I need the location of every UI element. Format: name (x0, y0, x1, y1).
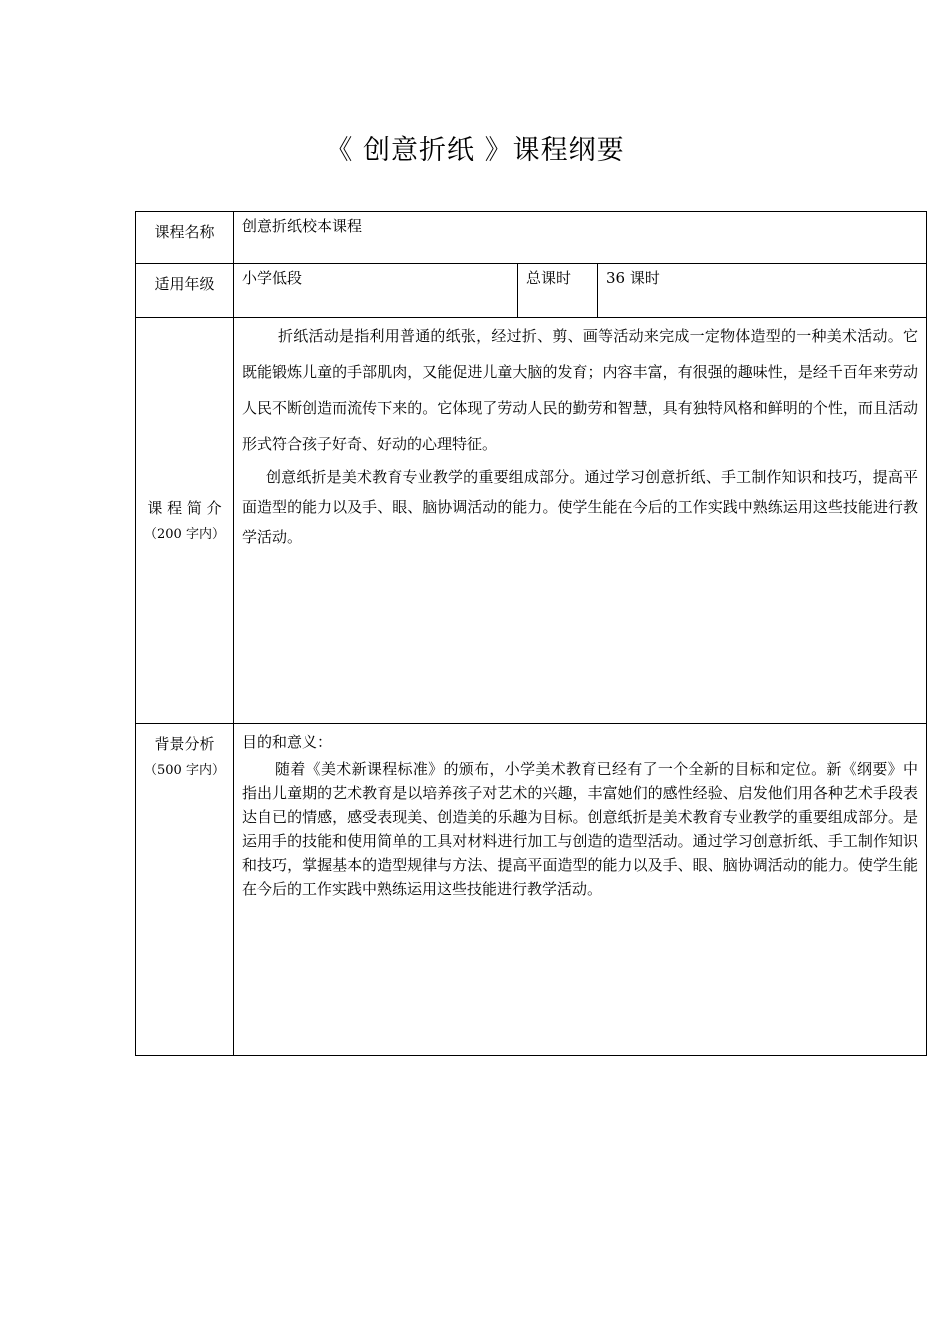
grade-label: 适用年级 (154, 275, 215, 293)
document-title: 《 创意折纸 》课程纲要 (325, 135, 625, 166)
background-label: 背景分析 (154, 735, 215, 753)
course-intro-paragraph: 创意纸折是美术教育专业教学的重要组成部分。通过学习创意折纸、手工制作知识和技巧，提高平面造型的能力以及手、眼、脑协调活动的能力。使学生能在今后的工作实践中熟练运用这些技能进行教学活动。 (242, 468, 918, 546)
course-intro-paragraph: 折纸活动是指利用普通的纸张，经过折、剪、画等活动来完成一定物体造型的一种美术活动。它既能锻炼儿童的手部肌肉，又能促进儿童大脑的发育；内容丰富，有很强的趣味性，是经千百年来劳动人民不断创造而流传下来的。它体现了劳动人民的勤劳和智慧，具有独特风格和鲜明的个性，而且活动形式符合孩子好奇、好动的心理特征。 (242, 327, 918, 453)
course-intro-sublabel: （200 字内） (144, 526, 225, 542)
grade-row (136, 264, 927, 318)
background-body (234, 724, 927, 1056)
course-name-label-cell (136, 212, 234, 264)
total-hours-value: 36 课时 (598, 264, 927, 318)
course-intro-row (136, 318, 927, 724)
grade-value: 小学低段 (234, 264, 518, 318)
course-name-label: 课程名称 (154, 223, 215, 241)
course-name-row (136, 212, 927, 264)
background-sublabel: （500 字内） (144, 763, 225, 778)
course-intro-label: 课 程 简 介 (147, 498, 222, 517)
course-outline-table (135, 211, 927, 1056)
course-intro-label-cell (136, 318, 234, 724)
background-label-cell (136, 724, 234, 1056)
background-heading: 目的和意义： (242, 733, 333, 751)
course-name-value: 创意折纸校本课程 (234, 212, 927, 264)
background-content: 随着《美术新课程标准》的颁布，小学美术教育已经有了一个全新的目标和定位。新《纲要》中指出儿童期的艺术教育是以培养孩子对艺术的兴趣，丰富她们的感性经验、启发他们用各种艺术手段表达自已的情感，感受表现美、创造美的乐趣为目标。创意纸折是美术教育专业教学的重要组成部分。是运用手的技能和使用简单的工具对材料进行加工与创造的造型活动。通过学习创意折纸、手工制作知识和技巧，掌握基本的造型规律与方法、提高平面造型的能力以及手、眼、脑协调活动的能力。使学生能在今后的工作实践中熟练运用这些技能进行教学活动。 (242, 760, 918, 898)
course-intro-body (234, 318, 927, 724)
total-hours-label: 总课时 (518, 264, 598, 318)
background-row (136, 724, 927, 1056)
grade-label-cell (136, 264, 234, 318)
